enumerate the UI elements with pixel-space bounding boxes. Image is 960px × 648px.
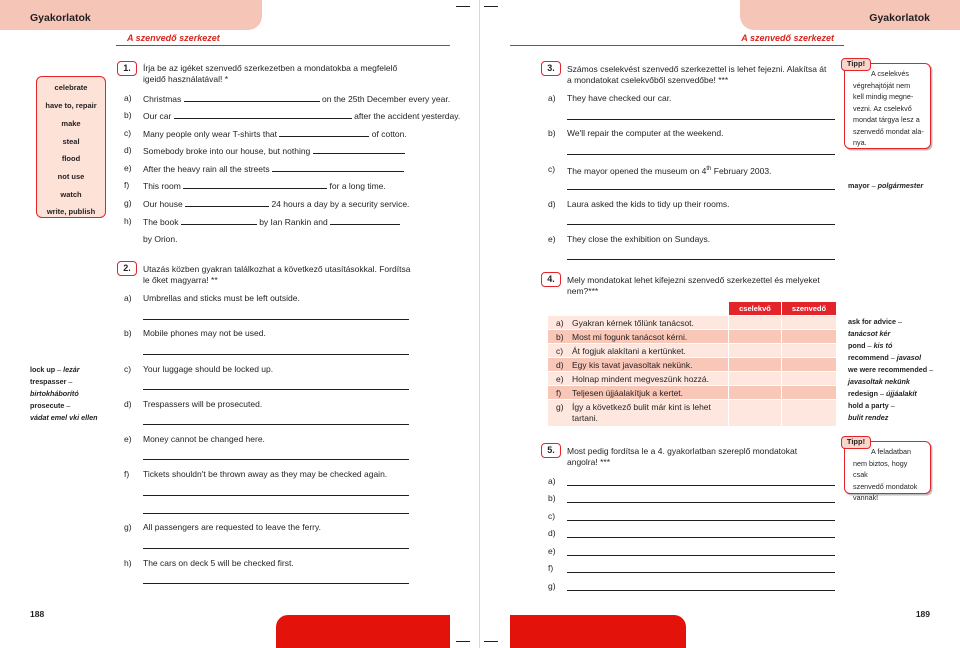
tip-line: nem biztos, hogy csak <box>853 458 908 479</box>
checkbox-active[interactable] <box>729 358 781 371</box>
item-text: for a long time. <box>329 181 386 191</box>
gloss-en: we were recommended <box>848 365 928 374</box>
answer-line[interactable] <box>567 590 835 591</box>
answer-line[interactable] <box>567 485 835 486</box>
row-text: Gyakran kérnek tőlünk tanácsot. <box>572 318 694 328</box>
word-box-item: not use <box>57 172 85 181</box>
answer-line[interactable] <box>567 555 835 556</box>
word-box <box>36 76 106 218</box>
answer-blank[interactable] <box>272 163 404 172</box>
tip-line: szenvedő mondat ala- <box>853 126 924 136</box>
exercise-3-title-line: Számos cselekvést szenvedő szerkezettel is lehet fejezni. Alakítsa át <box>567 64 827 74</box>
exercise-5-label: d) <box>548 528 556 538</box>
answer-blank[interactable] <box>183 180 327 189</box>
checkbox-passive[interactable] <box>782 316 836 329</box>
tip-label: Tipp! <box>841 436 871 449</box>
table-row <box>548 358 836 371</box>
gloss-en: prosecute <box>30 401 65 410</box>
answer-line[interactable] <box>143 548 409 549</box>
exercise-2-number: 2. <box>117 261 137 276</box>
tip-line: vannak! <box>853 493 879 502</box>
item-text: Our house <box>143 199 183 209</box>
answer-blank[interactable] <box>174 110 352 119</box>
answer-line[interactable] <box>143 513 409 514</box>
word-box-item: steal <box>62 137 80 146</box>
item-text: Christmas <box>143 94 182 104</box>
left-header-title: Gyakorlatok <box>30 12 91 24</box>
superscript: th <box>706 166 712 172</box>
gloss-en: hold a party <box>848 401 889 410</box>
item-text: on the 25th December every year. <box>322 94 451 104</box>
exercise-5-label: g) <box>548 581 556 591</box>
exercise-5-instruction <box>567 446 797 468</box>
item-letter: e) <box>124 163 132 173</box>
item-text: All passengers are requested to leave the ferry. <box>143 522 321 532</box>
gloss-en: mayor <box>848 181 870 190</box>
checkbox-passive[interactable] <box>782 330 836 343</box>
tip-text <box>853 68 924 149</box>
item-letter: c) <box>124 364 132 374</box>
item-text: after the accident yesterday. <box>354 111 461 121</box>
item-text: We'll repair the computer at the weekend. <box>567 128 724 138</box>
exercise-5-label: e) <box>548 546 556 556</box>
exercise-2-title-line: Utazás közben gyakran találkozhat a következő utasításokkal. Fordítsa <box>143 264 411 274</box>
row-letter: e) <box>556 374 564 384</box>
column-header-active: cselekvő <box>729 302 781 315</box>
item-letter: a) <box>548 93 556 103</box>
exercise-5-label: f) <box>548 563 554 573</box>
row-text: Egy kis tavat javasoltak nekünk. <box>572 360 693 370</box>
checkbox-active[interactable] <box>729 330 781 343</box>
word-box-item: celebrate <box>54 83 88 92</box>
item-letter: e) <box>548 234 556 244</box>
item-letter: b) <box>548 128 556 138</box>
table-row <box>548 400 836 426</box>
item-text: Trespassers will be prosecuted. <box>143 399 263 409</box>
exercise-5-title-line: angolra! *** <box>567 457 611 467</box>
crop-mark <box>484 6 498 7</box>
exercise-4-instruction <box>567 275 820 297</box>
table-row <box>548 386 836 399</box>
item-letter: a) <box>124 93 132 103</box>
item-letter: h) <box>124 216 132 226</box>
tip-line: nya. <box>853 138 867 147</box>
exercise-5-label: b) <box>548 493 556 503</box>
item-text: They have checked our car. <box>567 93 672 103</box>
gloss-en: ask for advice <box>848 317 896 326</box>
gloss-en: pond <box>848 341 866 350</box>
exercise-1-title-line: igeidő használatával! * <box>143 74 229 84</box>
row-text: Át fogjuk alakítani a kertünket. <box>572 346 686 356</box>
item-text: After the heavy rain all the streets <box>143 164 270 174</box>
item-text: Money cannot be changed here. <box>143 434 265 444</box>
checkbox-passive[interactable] <box>782 372 836 385</box>
column-header-passive: szenvedő <box>782 302 836 315</box>
item-text: They close the exhibition on Sundays. <box>567 234 711 244</box>
gloss-en: recommend <box>848 353 889 362</box>
gloss-hu: tanácsot kér <box>848 329 891 338</box>
right-footer-tab <box>510 615 686 648</box>
gloss-en: lock up <box>30 365 56 374</box>
crop-mark <box>456 6 470 7</box>
tip-label: Tipp! <box>841 58 871 71</box>
item-letter: c) <box>548 164 556 174</box>
page-number-right: 189 <box>915 609 930 619</box>
word-box-item: write, publish <box>46 207 96 216</box>
checkbox-passive[interactable] <box>782 400 836 426</box>
exercise-5-label: a) <box>548 476 556 486</box>
tip-box-2 <box>844 437 931 502</box>
word-box-item: have to, repair <box>45 101 97 110</box>
item-text: of cotton. <box>371 129 407 139</box>
glossary-mayor: mayor – polgármester <box>848 181 924 190</box>
item-text: The cars on deck 5 will be checked first. <box>143 558 294 568</box>
exercise-1-instruction <box>143 63 397 85</box>
word-box-item: watch <box>60 190 82 199</box>
item-text: Laura asked the kids to tidy up their rooms. <box>567 199 730 209</box>
tip-line: A feladatban <box>871 447 911 456</box>
answer-line[interactable] <box>567 189 835 190</box>
item-text: Many people only wear T-shirts that <box>143 129 278 139</box>
exercise-5-number: 5. <box>541 443 561 458</box>
item-letter: f) <box>124 469 130 479</box>
exercise-4-title-line: nem?*** <box>567 286 599 296</box>
item-text: Mobile phones may not be used. <box>143 328 266 338</box>
item-letter: g) <box>124 522 132 532</box>
row-letter: f) <box>556 388 562 398</box>
answer-line[interactable] <box>143 424 409 425</box>
page-gutter <box>479 0 480 648</box>
item-text: 24 hours a day by a security service. <box>271 199 410 209</box>
gloss-hu: vádat emel vki ellen <box>30 413 98 422</box>
exercise-4-title-line: Mely mondatokat lehet kifejezni szenvedő szerkezettel és melyeket <box>567 275 820 285</box>
checkbox-passive[interactable] <box>782 358 836 371</box>
row-text: Most mi fogunk tanácsot kérni. <box>572 332 688 342</box>
exercise-2-instruction <box>143 264 410 286</box>
checkbox-active[interactable] <box>729 316 781 329</box>
item-text: Our car <box>143 111 172 121</box>
exercise-3-number: 3. <box>541 61 561 76</box>
answer-line[interactable] <box>567 537 835 538</box>
item-letter: e) <box>124 434 132 444</box>
gloss-en: trespasser <box>30 377 67 386</box>
right-header-rule <box>510 45 844 46</box>
gloss-hu: polgármester <box>877 181 924 190</box>
answer-line[interactable] <box>143 319 409 320</box>
answer-line[interactable] <box>567 119 835 120</box>
exercise-1-number: 1. <box>117 61 137 76</box>
item-letter: d) <box>124 145 132 155</box>
row-letter: a) <box>556 318 564 328</box>
gloss-hu: birtokháborító <box>30 389 79 398</box>
answer-blank[interactable] <box>184 93 320 102</box>
gloss-hu: javasoltak nekünk <box>848 377 910 386</box>
table-row <box>548 316 836 329</box>
tip-line: kell mindig megne- <box>853 92 914 101</box>
exercise-4-number: 4. <box>541 272 561 287</box>
right-page <box>480 0 960 648</box>
answer-line[interactable] <box>567 224 835 225</box>
gloss-hu: javasol <box>896 353 922 362</box>
page-number-left: 188 <box>30 609 45 619</box>
answer-line[interactable] <box>567 520 835 521</box>
table-row <box>548 372 836 385</box>
item-text: Your luggage should be locked up. <box>143 364 274 374</box>
item-text: The mayor opened the museum on 4 <box>567 165 707 176</box>
tip-line: A cselekvés <box>871 69 909 78</box>
item-text: This room <box>143 181 181 191</box>
answer-line[interactable] <box>567 502 835 503</box>
exercise-3-title-line: a mondatokat cselekvőből szenvedőbe! *** <box>567 75 729 85</box>
right-section-title: A szenvedő szerkezet <box>741 33 834 43</box>
item-letter: d) <box>124 399 132 409</box>
exercise-1-title-line: Írja be az igéket szenvedő szerkezetben a mondatokba a megfelelő <box>143 63 398 73</box>
glossary-left: lock up – lezár trespasser – birtokháborító prosecute – vádat emel vki ellen <box>30 365 98 422</box>
table-row <box>548 344 836 357</box>
left-header-rule <box>116 45 450 46</box>
answer-blank[interactable] <box>181 216 257 225</box>
gloss-hu: lezár <box>63 365 80 374</box>
tip-line: szenvedő mondatok <box>853 481 918 491</box>
answer-line[interactable] <box>143 583 409 584</box>
exercise-3-instruction <box>567 64 826 86</box>
answer-line[interactable] <box>143 459 409 460</box>
exercise-5-title-line: Most pedig fordítsa le a 4. gyakorlatban szereplő mondatokat <box>567 446 798 456</box>
item-letter: b) <box>124 328 132 338</box>
checkbox-active[interactable] <box>729 400 781 426</box>
item-letter: h) <box>124 558 132 568</box>
item-text: Umbrellas and sticks must be left outside. <box>143 293 300 303</box>
answer-line[interactable] <box>143 495 409 496</box>
answer-blank[interactable] <box>330 216 400 225</box>
tip-line: mondat tárgya lesz a <box>853 115 920 124</box>
answer-line[interactable] <box>143 354 409 355</box>
row-text: Teljesen újjáalakítjuk a kertet. <box>572 388 684 398</box>
exercise-1-item-h-cont: by Orion. <box>143 234 178 244</box>
row-letter: c) <box>556 346 564 356</box>
item-letter: g) <box>124 198 132 208</box>
answer-line[interactable] <box>567 259 835 260</box>
item-letter: b) <box>124 110 132 120</box>
tip-line: végrehajtóját nem <box>853 80 911 90</box>
tip-line: vezni. Az cselekvő <box>853 103 912 113</box>
gloss-en: redesign <box>848 389 878 398</box>
checkbox-passive[interactable] <box>782 386 836 399</box>
item-text: February 2003. <box>711 165 772 176</box>
gloss-hu: kis tó <box>873 341 893 350</box>
answer-blank[interactable] <box>279 128 369 137</box>
tip-text <box>853 446 924 504</box>
checkbox-active[interactable] <box>729 372 781 385</box>
word-box-item: flood <box>61 154 81 163</box>
answer-blank[interactable] <box>185 198 269 207</box>
answer-blank[interactable] <box>313 145 405 154</box>
item-letter: f) <box>124 180 130 190</box>
answer-line[interactable] <box>567 572 835 573</box>
item-letter: a) <box>124 293 132 303</box>
row-letter: g) <box>556 402 564 412</box>
checkbox-active[interactable] <box>729 386 781 399</box>
left-footer-tab <box>276 615 450 648</box>
row-text: Holnap mindent megveszünk hozzá. <box>572 374 710 384</box>
glossary-right: ask for advice – tanácsot kér pond – kis tó recommend – javasol we were recommended – javasoltak nekünk redesign – újjáalakít hold a party – bulit rendez <box>848 317 934 422</box>
tip-box-1 <box>844 59 931 149</box>
row-letter: d) <box>556 360 564 370</box>
row-letter: b) <box>556 332 564 342</box>
table-row <box>548 330 836 343</box>
crop-mark <box>484 641 498 642</box>
answer-line[interactable] <box>567 154 835 155</box>
gloss-hu: újjáalakít <box>885 389 917 398</box>
gloss-hu: bulit rendez <box>848 413 889 422</box>
answer-line[interactable] <box>143 389 409 390</box>
checkbox-active[interactable] <box>729 344 781 357</box>
item-text: Somebody broke into our house, but nothing <box>143 146 311 156</box>
item-letter: c) <box>124 128 132 138</box>
exercise-2-title-line: le őket magyarra! ** <box>143 275 218 285</box>
row-text: Így a következő bulit már kint is lehet tartani. <box>572 402 711 423</box>
crop-mark <box>456 641 470 642</box>
word-box-item: make <box>61 119 81 128</box>
item-letter: d) <box>548 199 556 209</box>
right-header-title: Gyakorlatok <box>869 12 930 24</box>
left-section-title: A szenvedő szerkezet <box>127 33 220 43</box>
item-text: by Ian Rankin and <box>259 217 328 227</box>
item-text: Tickets shouldn't be thrown away as they may be checked again. <box>143 469 388 479</box>
exercise-5-label: c) <box>548 511 556 521</box>
item-text: The book <box>143 217 179 227</box>
checkbox-passive[interactable] <box>782 344 836 357</box>
